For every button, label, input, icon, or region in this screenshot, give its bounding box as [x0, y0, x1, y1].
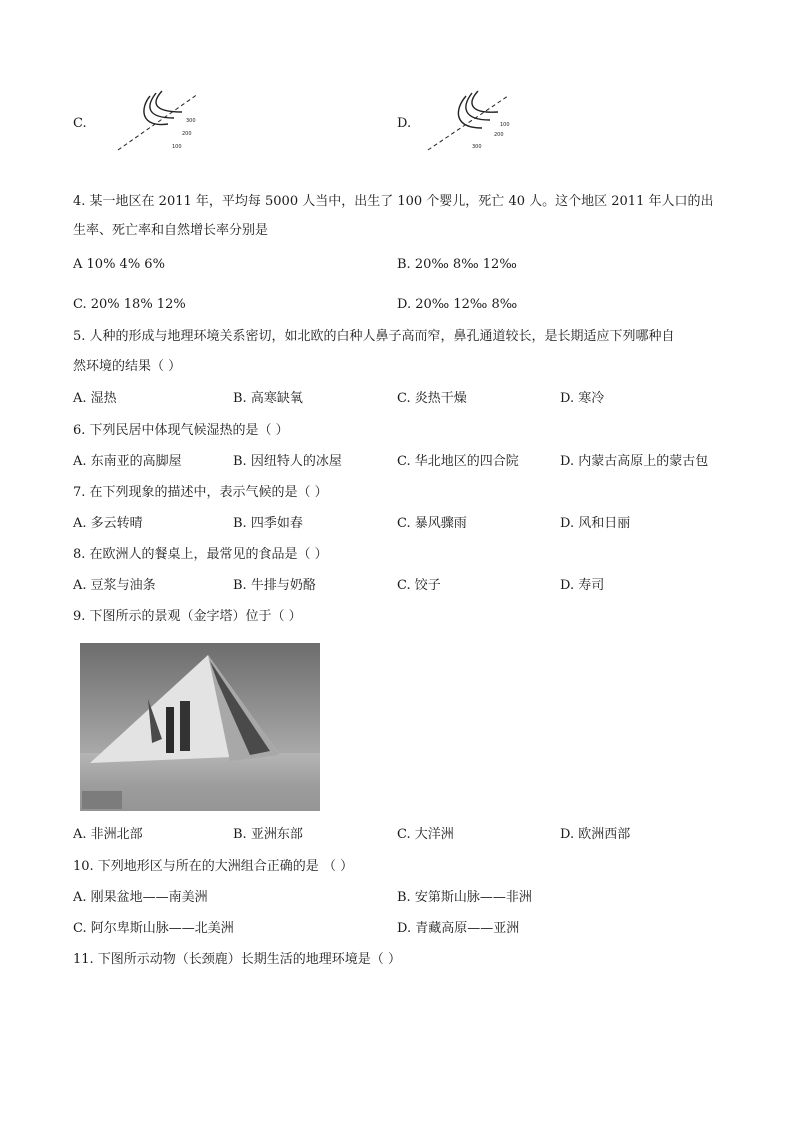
q5-option-b: B. 高寒缺氧	[233, 391, 303, 406]
q9-option-d: D. 欧洲西部	[560, 827, 631, 842]
q6-stem: 6. 下列民居中体现气候湿热的是（ ）	[73, 423, 289, 438]
q9-option-a: A. 非洲北部	[73, 827, 143, 842]
q10-option-a: A. 刚果盆地——南美洲	[73, 890, 208, 905]
q4-stem-line2: 生率、死亡率和自然增长率分别是	[73, 223, 269, 238]
q4-option-d: D. 20‰ 12‰ 8‰	[397, 297, 518, 312]
q4-stem-line1: 4. 某一地区在 2011 年，平均每 5000 人当中，出生了 100 个婴儿，死亡 40 人。这个地区 2011 年人口的出	[73, 194, 714, 209]
fig-c-label-300: 300	[186, 118, 196, 124]
fig-d-label-100: 100	[500, 122, 510, 128]
option-d-label: D.	[397, 116, 412, 131]
q8-stem: 8. 在欧洲人的餐桌上，最常见的食品是（ ）	[73, 547, 328, 562]
q10-option-c: C. 阿尔卑斯山脉——北美洲	[73, 921, 234, 936]
q7-option-d: D. 风和日丽	[560, 516, 631, 531]
fig-c-label-200: 200	[182, 131, 192, 137]
q5-stem-line2: 然环境的结果（ ）	[73, 359, 182, 374]
q6-option-b: B. 因纽特人的冰屋	[233, 454, 342, 469]
q10-option-d: D. 青藏高原——亚洲	[397, 921, 520, 936]
q5-option-a: A. 湿热	[73, 391, 117, 406]
fig-d-label-300: 300	[472, 144, 482, 150]
fig-d-label-200: 200	[494, 132, 504, 138]
q6-option-d: D. 内蒙古高原上的蒙古包	[560, 454, 709, 469]
q4-option-a: A 10% 4% 6%	[73, 257, 165, 272]
pyramid-photo-art	[80, 643, 320, 811]
q6-option-c: C. 华北地区的四合院	[397, 454, 519, 469]
q5-stem-line1: 5. 人种的形成与地理环境关系密切，如北欧的白种人鼻子高而窄，鼻孔通道较长，是长期适应下列哪种自	[73, 329, 675, 344]
q9-option-b: B. 亚洲东部	[233, 827, 303, 842]
q11-stem: 11. 下图所示动物（长颈鹿）长期生活的地理环境是（ ）	[73, 952, 401, 967]
q6-option-a: A. 东南亚的高脚屋	[73, 454, 182, 469]
q5-option-d: D. 寒冷	[560, 391, 605, 406]
q7-stem: 7. 在下列现象的描述中，表示气候的是（ ）	[73, 485, 328, 500]
q10-option-b: B. 安第斯山脉——非洲	[397, 890, 532, 905]
q8-option-d: D. 寿司	[560, 578, 605, 593]
q7-option-a: A. 多云转晴	[73, 516, 143, 531]
q4-option-c: C. 20% 18% 12%	[73, 297, 186, 312]
q8-option-b: B. 牛排与奶酪	[233, 578, 316, 593]
option-c-label: C.	[73, 116, 87, 131]
q7-option-c: C. 暴风骤雨	[397, 516, 467, 531]
q9-option-c: C. 大洋洲	[397, 827, 454, 842]
q5-option-c: C. 炎热干燥	[397, 391, 467, 406]
q8-option-c: C. 饺子	[397, 578, 441, 593]
q8-option-a: A. 豆浆与油条	[73, 578, 156, 593]
contour-figure-c	[112, 88, 212, 154]
q7-option-b: B. 四季如春	[233, 516, 303, 531]
q4-option-b: B. 20‰ 8‰ 12‰	[397, 257, 517, 272]
q10-stem: 10. 下列地形区与所在的大洲组合正确的是 （ ）	[73, 859, 354, 874]
pyramid-photo	[80, 643, 320, 811]
contour-figure-d	[424, 88, 524, 154]
q9-stem: 9. 下图所示的景观（金字塔）位于（ ）	[73, 609, 302, 624]
fig-c-label-100: 100	[172, 144, 182, 150]
